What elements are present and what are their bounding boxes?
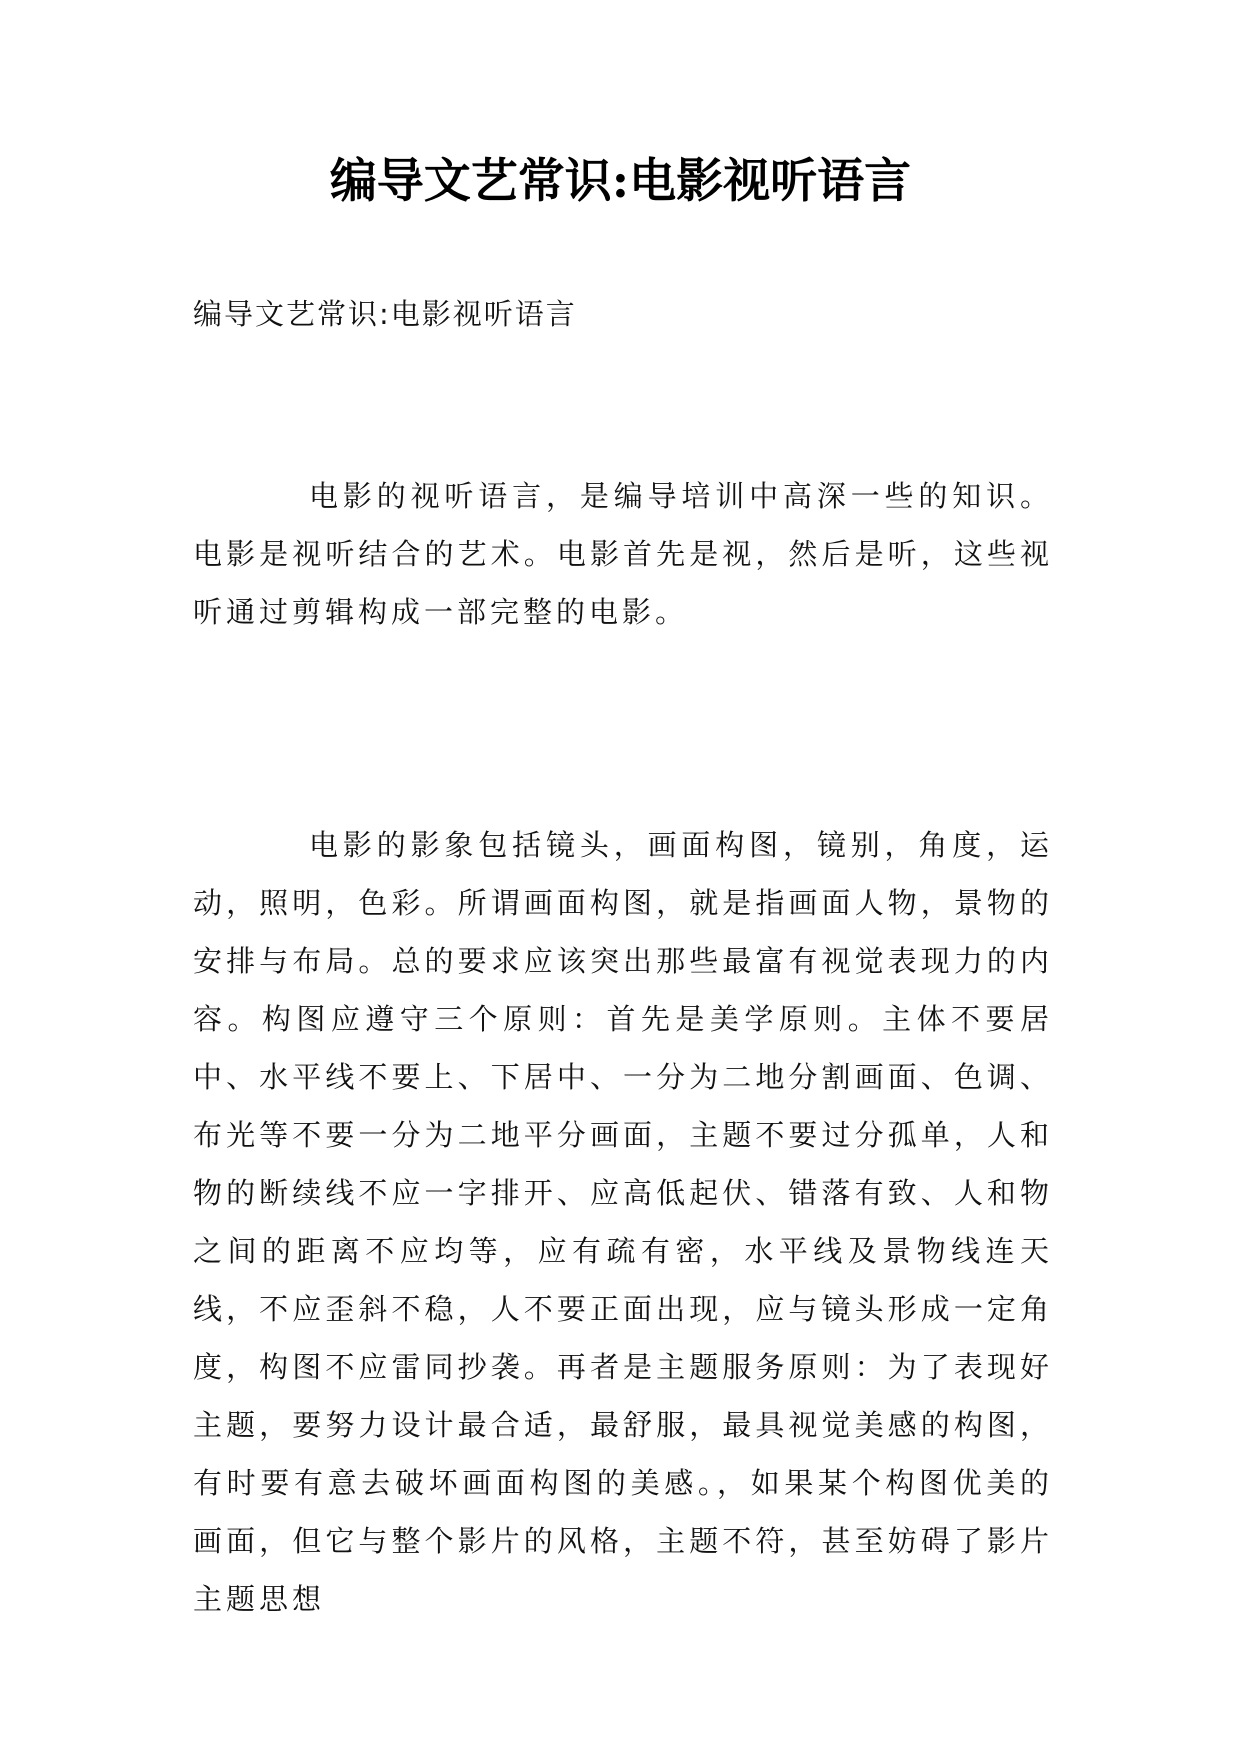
- document-title: 编导文艺常识:电影视听语言: [329, 154, 912, 209]
- paragraph-intro: 电影的视听语言，是编导培训中高深一些的知识。电影是视听结合的艺术。电影首先是视，然后是听，这些视听通过剪辑构成一部完整的电影。: [193, 479, 1053, 629]
- document-subtitle: 编导文艺常识:电影视听语言: [193, 297, 577, 331]
- paragraph-composition: 电影的影象包括镜头，画面构图，镜别，角度，运动，照明，色彩。所谓画面构图，就是指画面人物，景物的安排与布局。总的要求应该突出那些最富有视觉表现力的内容。构图应遵守三个原则：首先是美学原则。主体不要居中、水平线不要上、下居中、一分为二地分割画面、色调、布光等不要一分为二地平分画面，主题不要过分孤单，人和物的断续线不应一字排开、应高低起伏、错落有致、人和物之间的距离不应均等，应有疏有密，水平线及景物线连天线，不应歪斜不稳，人不要正面出现，应与镜头形成一定角度，构图不应雷同抄袭。再者是主题服务原则：为了表现好主题，要努力设计最合适，最舒服，最具视觉美感的构图，有时要有意去破坏画面构图的美感。，如果某个构图优美的画面，但它与整个影片的风格，主题不符，甚至妨碍了影片主题思想: [193, 828, 1053, 1616]
